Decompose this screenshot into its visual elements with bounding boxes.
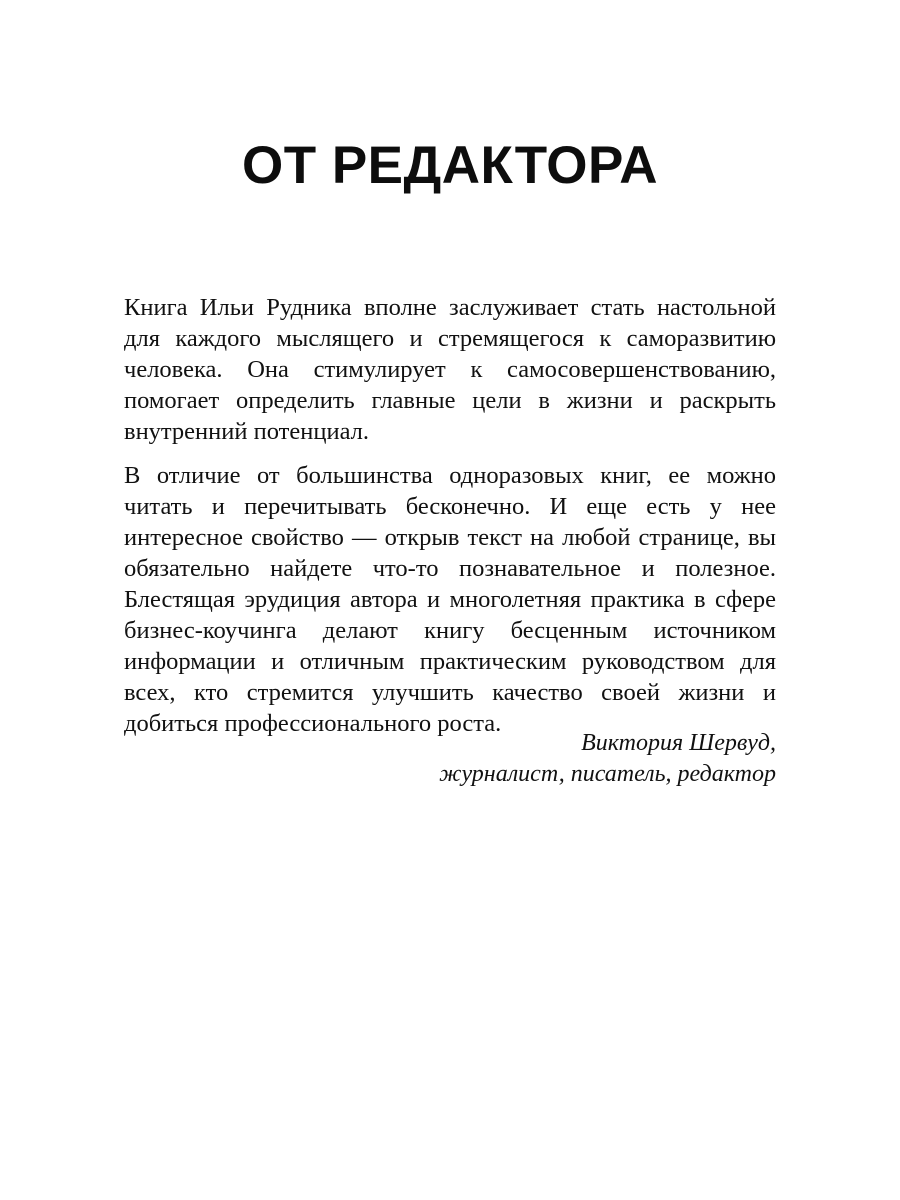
body-text-block [124,292,776,739]
page-title: ОТ РЕДАКТОРА [242,136,658,195]
signature-name: Виктория Шервуд, [581,730,776,756]
signature-role: журналист, писатель, редактор [439,761,776,787]
body-paragraph: Книга Ильи Рудника вполне заслуживает стать настольной для каждого мыслящего и стремящегося к саморазвитию человека. Она стимулирует к самосовершенствованию, помогает определить главные цели в жизни и раскрыть внутренний потенциал. [124,294,776,445]
body-paragraph: В отличие от большинства одноразовых книг, ее можно читать и перечитывать бесконечно. И еще есть у нее интересное свойство — открыв текст на любой странице, вы обязательно найдете что-то познавательное и полезное. Блестящая эрудиция автора и многолетняя практика в сфере бизнес-коучинга делают книгу бесценным источником информации и отличным практическим руководством для всех, кто стремится улучшить качество своей жизни и добиться профессионального роста. [124,462,776,737]
signature-block [124,728,776,790]
